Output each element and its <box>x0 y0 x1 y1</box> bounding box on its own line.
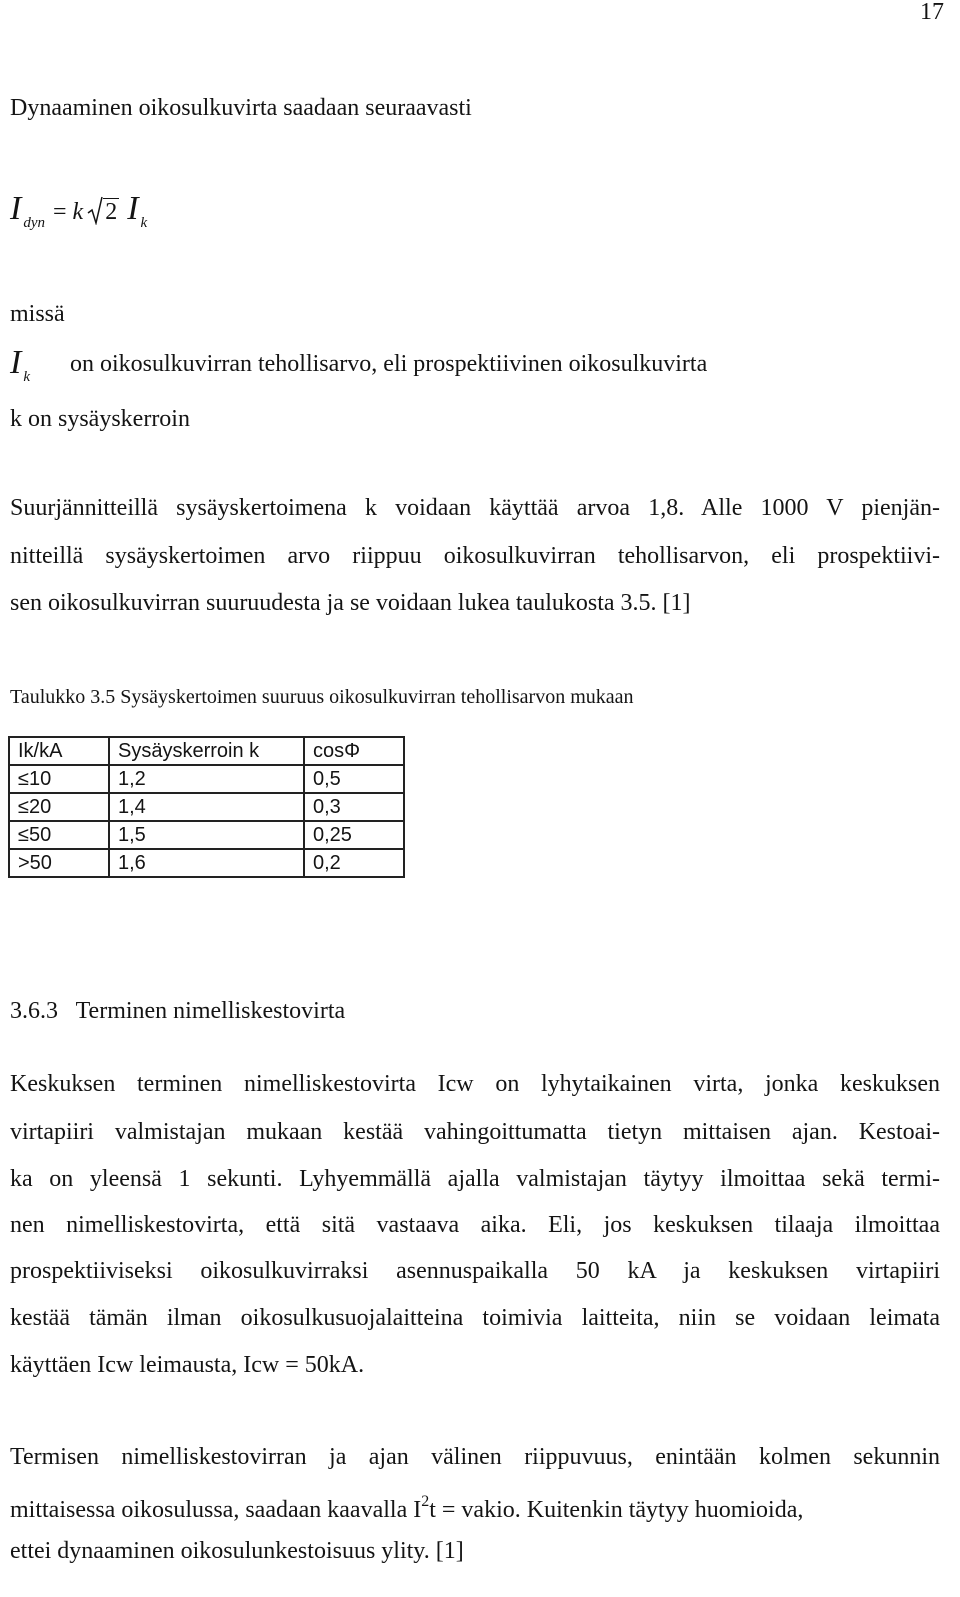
table-row <box>9 821 404 849</box>
formula-equals: = <box>53 199 67 225</box>
formula-lhs-symbol: I <box>10 190 22 227</box>
formula-sqrt-arg: 2 <box>105 199 118 225</box>
table-cell: 0,2 <box>304 849 404 877</box>
paragraph2-line: Keskuksen terminen nimelliskestovirta Icw on lyhytaikainen virta, jonka keskuksen <box>10 1071 940 1097</box>
table-row <box>9 849 404 877</box>
table-cell: 1,2 <box>109 765 304 793</box>
paragraph2-line: prospektiiviseksi oikosulkuvirraksi asennuspaikalla 50 kA ja keskuksen virtapiiri <box>10 1258 940 1284</box>
formula-rhs-sub: k <box>140 215 148 231</box>
paragraph3-line <box>10 1492 940 1522</box>
paragraph3-line2-after: t = vakio. Kuitenkin täytyy huomioida, <box>429 1497 804 1523</box>
paragraph3-line: ettei dynaaminen oikosulunkestoisuus ylity. [1] <box>10 1538 464 1564</box>
where-label: missä <box>10 301 65 327</box>
exponent: 2 <box>421 1493 430 1510</box>
paragraph1-line: nitteillä sysäyskertoimen arvo riippuu oikosulkuvirran tehollisarvon, eli prospektiivi- <box>10 543 940 569</box>
table-cell: 1,5 <box>109 821 304 849</box>
paragraph1-line: sen oikosulkuvirran suuruudesta ja se voidaan lukea taulukosta 3.5. [1] <box>10 590 691 616</box>
formula-sqrt <box>87 195 119 225</box>
definition-ik <box>10 344 708 385</box>
table-cell: 0,5 <box>304 765 404 793</box>
table-cell: >50 <box>9 849 109 877</box>
table-cell: 1,6 <box>109 849 304 877</box>
paragraph2-line: kestää tämän ilman oikosulkusuojalaitteina toimivia laitteita, niin se voidaan leimata <box>10 1305 940 1331</box>
table-caption: Taulukko 3.5 Sysäyskertoimen suuruus oikosulkuvirran tehollisarvon mukaan <box>10 686 634 708</box>
table-row <box>9 765 404 793</box>
formula <box>10 192 147 236</box>
intro-text: Dynaaminen oikosulkuvirta saadaan seuraavasti <box>10 95 472 121</box>
definition-sub: k <box>23 369 30 385</box>
paragraph3-line2-start <box>10 1492 803 1522</box>
paragraph2-line: ka on yleensä 1 sekunti. Lyhyemmällä ajalla valmistajan täytyy ilmoittaa sekä termi- <box>10 1166 940 1192</box>
formula-lhs-sub: dyn <box>23 215 45 231</box>
data-table <box>8 736 405 878</box>
paragraph3-line: Termisen nimelliskestovirran ja ajan välinen riippuvuus, enintään kolmen sekunnin <box>10 1444 940 1470</box>
paragraph2-line: käyttäen Icw leimausta, Icw = 50kA. <box>10 1352 365 1378</box>
definition-k: k on sysäyskerroin <box>10 406 190 432</box>
page-number: 17 <box>920 0 944 25</box>
table-cell: ≤20 <box>9 793 109 821</box>
sqrt-sign <box>87 195 103 225</box>
table-header-cell: Ik/kA <box>9 737 109 765</box>
section-heading: 3.6.3 Terminen nimelliskestovirta <box>10 998 346 1024</box>
formula-coef: k <box>72 199 84 225</box>
table-row <box>9 793 404 821</box>
definition-text: on oikosulkuvirran tehollisarvo, eli prospektiivinen oikosulkuvirta <box>70 351 708 377</box>
paragraph1-line: Suurjännitteillä sysäyskertoimena k voidaan käyttää arvoa 1,8. Alle 1000 V pienjän- <box>10 495 940 521</box>
formula-rhs-symbol: I <box>127 190 139 227</box>
table-header-cell: Sysäyskerroin k <box>109 737 304 765</box>
paragraph2-line: virtapiiri valmistajan mukaan kestää vahingoittumatta tietyn mittaisen ajan. Kestoai- <box>10 1119 940 1145</box>
table-cell: 0,3 <box>304 793 404 821</box>
table-header-row <box>9 737 404 765</box>
paragraph3-line2-before: mittaisessa oikosulussa, saadaan kaavalla I <box>10 1497 422 1523</box>
table-cell: 1,4 <box>109 793 304 821</box>
table-cell: ≤50 <box>9 821 109 849</box>
table-header-cell: cosΦ <box>304 737 404 765</box>
table-cell: ≤10 <box>9 765 109 793</box>
paragraph2-line: nen nimelliskestovirta, että sitä vastaava aika. Eli, jos keskuksen tilaaja ilmoittaa <box>10 1212 940 1238</box>
table-cell: 0,25 <box>304 821 404 849</box>
definition-symbol: I <box>10 344 22 381</box>
